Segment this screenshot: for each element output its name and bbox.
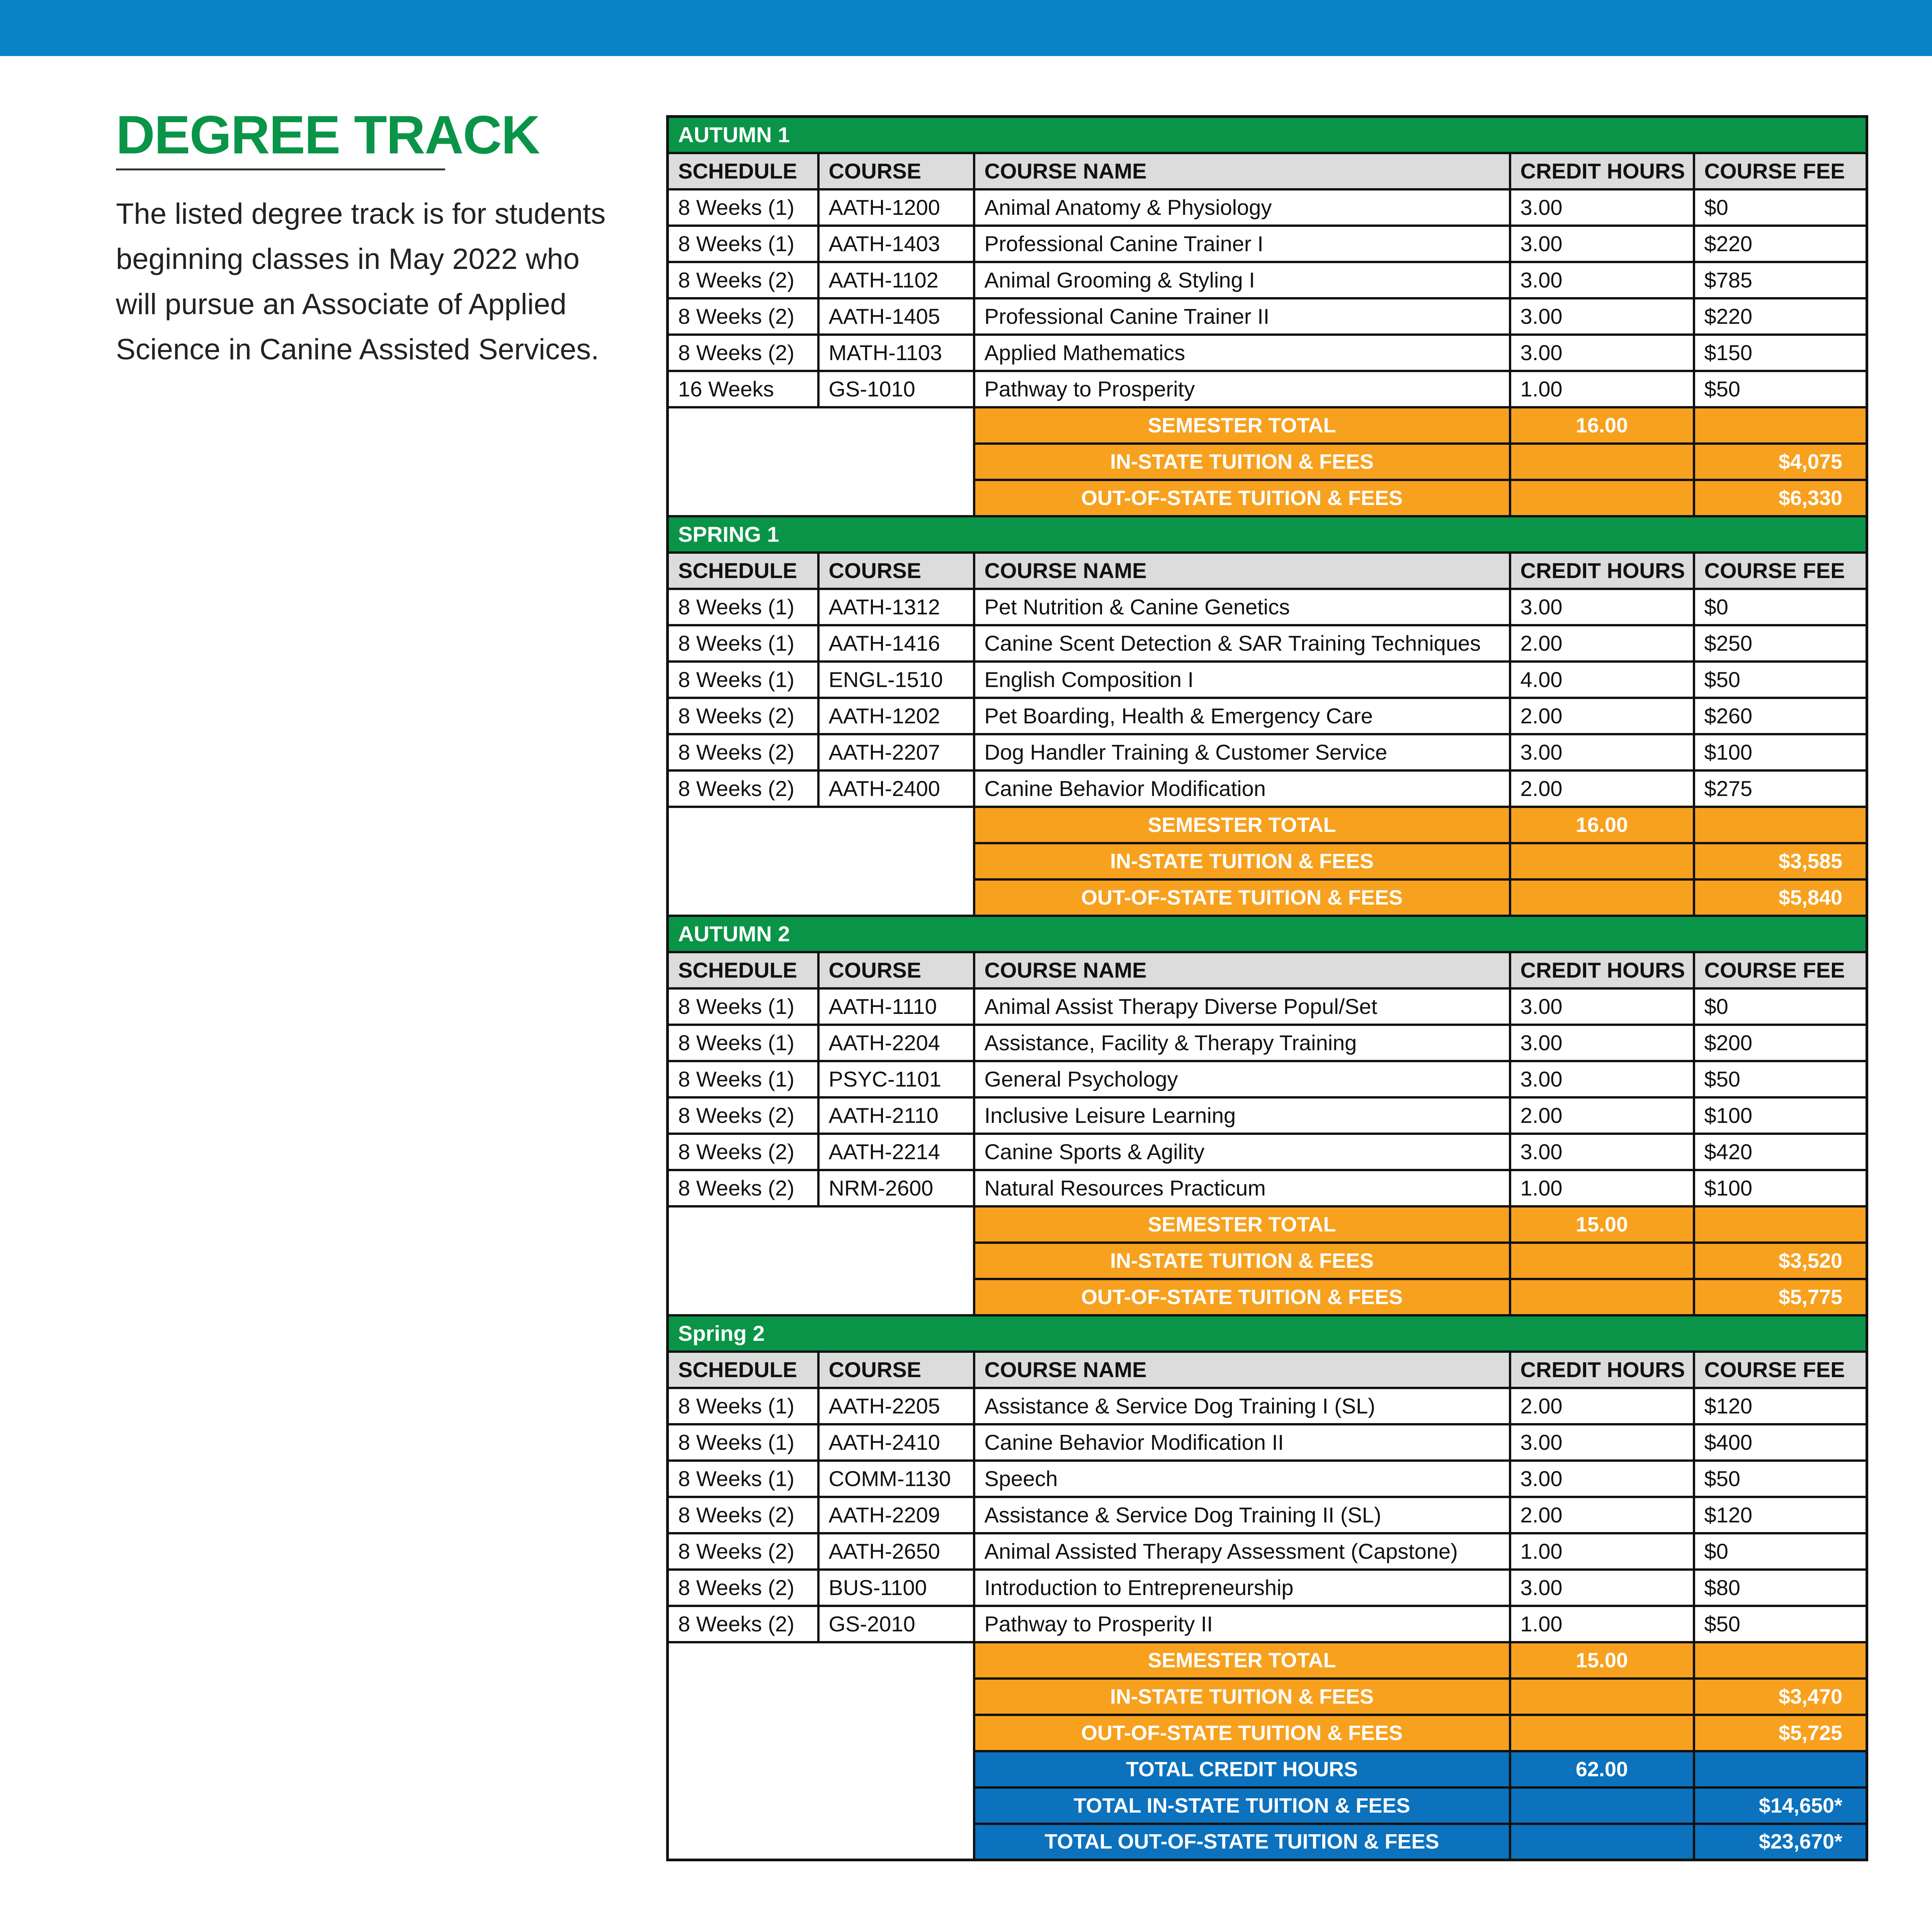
blank-cell xyxy=(668,807,974,916)
schedule-cell: 8 Weeks (1) xyxy=(668,589,818,625)
course-name-cell: Animal Anatomy & Physiology xyxy=(974,189,1510,226)
course-fee-cell: $0 xyxy=(1694,1533,1867,1570)
course-row xyxy=(668,1025,1867,1061)
in-state-value: $3,470 xyxy=(1694,1679,1867,1715)
schedule-cell: 8 Weeks (1) xyxy=(668,189,818,226)
in-state-label: IN-STATE TUITION & FEES xyxy=(974,843,1510,879)
semester-total-row xyxy=(668,407,1867,444)
course-row xyxy=(668,589,1867,625)
blank-cell xyxy=(668,1642,974,1860)
title-underline xyxy=(116,168,445,170)
course-fee-cell: $260 xyxy=(1694,698,1867,734)
column-header-row xyxy=(668,952,1867,988)
semester-total-label: SEMESTER TOTAL xyxy=(974,807,1510,843)
column-header: COURSE xyxy=(818,1352,974,1388)
empty-cell xyxy=(1694,1751,1867,1787)
course-row xyxy=(668,1424,1867,1461)
column-header: COURSE FEE xyxy=(1694,1352,1867,1388)
credit-hours-cell: 2.00 xyxy=(1510,1497,1694,1533)
column-header: COURSE NAME xyxy=(974,553,1510,589)
course-row xyxy=(668,698,1867,734)
top-color-band xyxy=(0,0,1932,56)
schedule-cell: 8 Weeks (2) xyxy=(668,698,818,734)
course-row xyxy=(668,262,1867,298)
semester-total-label: SEMESTER TOTAL xyxy=(974,407,1510,444)
column-header: SCHEDULE xyxy=(668,553,818,589)
course-name-cell: Pathway to Prosperity II xyxy=(974,1606,1510,1642)
schedule-cell: 8 Weeks (1) xyxy=(668,988,818,1025)
degree-track-table xyxy=(666,115,1868,1861)
course-code-cell: MATH-1103 xyxy=(818,335,974,371)
column-header-row xyxy=(668,553,1867,589)
empty-cell xyxy=(1694,807,1867,843)
column-header: CREDIT HOURS xyxy=(1510,1352,1694,1388)
schedule-cell: 8 Weeks (2) xyxy=(668,1097,818,1134)
credit-hours-cell: 2.00 xyxy=(1510,1388,1694,1424)
course-fee-cell: $0 xyxy=(1694,589,1867,625)
course-name-cell: Natural Resources Practicum xyxy=(974,1170,1510,1206)
semester-header-row xyxy=(668,916,1867,952)
out-of-state-value: $5,840 xyxy=(1694,879,1867,916)
course-name-cell: Assistance & Service Dog Training II (SL) xyxy=(974,1497,1510,1533)
course-row xyxy=(668,1170,1867,1206)
credit-hours-cell: 3.00 xyxy=(1510,1424,1694,1461)
in-state-label: IN-STATE TUITION & FEES xyxy=(974,1243,1510,1279)
credit-hours-cell: 2.00 xyxy=(1510,770,1694,807)
column-header: SCHEDULE xyxy=(668,1352,818,1388)
course-name-cell: Professional Canine Trainer I xyxy=(974,226,1510,262)
semester-header-row xyxy=(668,117,1867,153)
empty-cell xyxy=(1510,843,1694,879)
course-row xyxy=(668,770,1867,807)
total-in-state-value: $14,650* xyxy=(1694,1787,1867,1824)
course-code-cell: PSYC-1101 xyxy=(818,1061,974,1097)
credit-hours-cell: 3.00 xyxy=(1510,335,1694,371)
column-header: COURSE xyxy=(818,952,974,988)
course-name-cell: Speech xyxy=(974,1461,1510,1497)
column-header: CREDIT HOURS xyxy=(1510,553,1694,589)
credit-hours-cell: 3.00 xyxy=(1510,1061,1694,1097)
schedule-cell: 8 Weeks (2) xyxy=(668,262,818,298)
course-code-cell: AATH-2204 xyxy=(818,1025,974,1061)
in-state-label: IN-STATE TUITION & FEES xyxy=(974,444,1510,480)
out-of-state-label: OUT-OF-STATE TUITION & FEES xyxy=(974,879,1510,916)
course-fee-cell: $0 xyxy=(1694,988,1867,1025)
credit-hours-cell: 3.00 xyxy=(1510,1025,1694,1061)
semester-header-row xyxy=(668,1315,1867,1352)
credit-hours-cell: 1.00 xyxy=(1510,1170,1694,1206)
course-code-cell: AATH-2214 xyxy=(818,1134,974,1170)
course-fee-cell: $100 xyxy=(1694,1170,1867,1206)
course-fee-cell: $275 xyxy=(1694,770,1867,807)
course-code-cell: AATH-1405 xyxy=(818,298,974,335)
course-name-cell: Applied Mathematics xyxy=(974,335,1510,371)
empty-cell xyxy=(1510,444,1694,480)
credit-hours-cell: 3.00 xyxy=(1510,1461,1694,1497)
course-name-cell: Animal Grooming & Styling I xyxy=(974,262,1510,298)
course-fee-cell: $50 xyxy=(1694,1461,1867,1497)
semester-name: AUTUMN 1 xyxy=(668,117,1867,153)
course-code-cell: GS-2010 xyxy=(818,1606,974,1642)
credit-hours-cell: 3.00 xyxy=(1510,589,1694,625)
schedule-cell: 8 Weeks (2) xyxy=(668,335,818,371)
column-header: COURSE FEE xyxy=(1694,553,1867,589)
course-code-cell: AATH-2110 xyxy=(818,1097,974,1134)
schedule-cell: 8 Weeks (1) xyxy=(668,1388,818,1424)
schedule-cell: 8 Weeks (1) xyxy=(668,1424,818,1461)
course-code-cell: AATH-1403 xyxy=(818,226,974,262)
course-row xyxy=(668,298,1867,335)
column-header: SCHEDULE xyxy=(668,952,818,988)
credit-hours-cell: 2.00 xyxy=(1510,625,1694,662)
schedule-cell: 8 Weeks (2) xyxy=(668,298,818,335)
empty-cell xyxy=(1694,1206,1867,1243)
credit-hours-cell: 4.00 xyxy=(1510,662,1694,698)
course-fee-cell: $150 xyxy=(1694,335,1867,371)
course-row xyxy=(668,1097,1867,1134)
semester-total-label: SEMESTER TOTAL xyxy=(974,1206,1510,1243)
empty-cell xyxy=(1510,1243,1694,1279)
course-name-cell: Canine Scent Detection & SAR Training Techniques xyxy=(974,625,1510,662)
empty-cell xyxy=(1510,1824,1694,1860)
out-of-state-label: OUT-OF-STATE TUITION & FEES xyxy=(974,1279,1510,1315)
course-fee-cell: $50 xyxy=(1694,371,1867,407)
column-header: SCHEDULE xyxy=(668,153,818,189)
schedule-cell: 8 Weeks (1) xyxy=(668,1461,818,1497)
column-header: CREDIT HOURS xyxy=(1510,153,1694,189)
total-out-of-state-value: $23,670* xyxy=(1694,1824,1867,1860)
course-name-cell: Canine Sports & Agility xyxy=(974,1134,1510,1170)
schedule-cell: 8 Weeks (1) xyxy=(668,625,818,662)
total-in-state-label: TOTAL IN-STATE TUITION & FEES xyxy=(974,1787,1510,1824)
course-row xyxy=(668,1388,1867,1424)
course-name-cell: Canine Behavior Modification II xyxy=(974,1424,1510,1461)
semester-total-value: 16.00 xyxy=(1510,407,1694,444)
schedule-cell: 8 Weeks (2) xyxy=(668,1570,818,1606)
course-fee-cell: $250 xyxy=(1694,625,1867,662)
empty-cell xyxy=(1510,1787,1694,1824)
course-fee-cell: $120 xyxy=(1694,1388,1867,1424)
empty-cell xyxy=(1694,1642,1867,1679)
column-header: COURSE NAME xyxy=(974,1352,1510,1388)
schedule-cell: 8 Weeks (2) xyxy=(668,1497,818,1533)
course-code-cell: GS-1010 xyxy=(818,371,974,407)
page-title: DEGREE TRACK xyxy=(116,104,540,165)
semester-total-row xyxy=(668,1206,1867,1243)
column-header: COURSE NAME xyxy=(974,153,1510,189)
course-code-cell: AATH-1202 xyxy=(818,698,974,734)
column-header: COURSE FEE xyxy=(1694,153,1867,189)
in-state-label: IN-STATE TUITION & FEES xyxy=(974,1679,1510,1715)
course-row xyxy=(668,226,1867,262)
course-name-cell: Assistance, Facility & Therapy Training xyxy=(974,1025,1510,1061)
schedule-cell: 8 Weeks (1) xyxy=(668,1061,818,1097)
course-row xyxy=(668,625,1867,662)
semester-name: Spring 2 xyxy=(668,1315,1867,1352)
schedule-cell: 8 Weeks (2) xyxy=(668,734,818,770)
course-code-cell: AATH-2400 xyxy=(818,770,974,807)
course-fee-cell: $100 xyxy=(1694,1097,1867,1134)
course-fee-cell: $220 xyxy=(1694,298,1867,335)
out-of-state-label: OUT-OF-STATE TUITION & FEES xyxy=(974,1715,1510,1751)
course-row xyxy=(668,1533,1867,1570)
course-row xyxy=(668,1461,1867,1497)
column-header: COURSE NAME xyxy=(974,952,1510,988)
credit-hours-cell: 3.00 xyxy=(1510,988,1694,1025)
empty-cell xyxy=(1510,1715,1694,1751)
schedule-cell: 8 Weeks (1) xyxy=(668,1025,818,1061)
course-row xyxy=(668,1570,1867,1606)
out-of-state-value: $5,725 xyxy=(1694,1715,1867,1751)
column-header: COURSE FEE xyxy=(1694,952,1867,988)
course-name-cell: Assistance & Service Dog Training I (SL) xyxy=(974,1388,1510,1424)
column-header: CREDIT HOURS xyxy=(1510,952,1694,988)
course-code-cell: COMM-1130 xyxy=(818,1461,974,1497)
credit-hours-cell: 3.00 xyxy=(1510,1134,1694,1170)
out-of-state-value: $5,775 xyxy=(1694,1279,1867,1315)
course-name-cell: Dog Handler Training & Customer Service xyxy=(974,734,1510,770)
course-fee-cell: $80 xyxy=(1694,1570,1867,1606)
in-state-value: $3,520 xyxy=(1694,1243,1867,1279)
course-name-cell: Pathway to Prosperity xyxy=(974,371,1510,407)
out-of-state-value: $6,330 xyxy=(1694,480,1867,516)
course-name-cell: Canine Behavior Modification xyxy=(974,770,1510,807)
course-fee-cell: $50 xyxy=(1694,1061,1867,1097)
credit-hours-cell: 3.00 xyxy=(1510,1570,1694,1606)
course-code-cell: AATH-2207 xyxy=(818,734,974,770)
course-row xyxy=(668,335,1867,371)
empty-cell xyxy=(1510,879,1694,916)
semester-total-value: 15.00 xyxy=(1510,1642,1694,1679)
schedule-cell: 8 Weeks (2) xyxy=(668,1134,818,1170)
empty-cell xyxy=(1510,1279,1694,1315)
schedule-cell: 8 Weeks (2) xyxy=(668,1606,818,1642)
course-name-cell: Introduction to Entrepreneurship xyxy=(974,1570,1510,1606)
course-fee-cell: $100 xyxy=(1694,734,1867,770)
course-fee-cell: $50 xyxy=(1694,662,1867,698)
in-state-value: $3,585 xyxy=(1694,843,1867,879)
course-name-cell: Professional Canine Trainer II xyxy=(974,298,1510,335)
course-name-cell: Inclusive Leisure Learning xyxy=(974,1097,1510,1134)
total-credit-label: TOTAL CREDIT HOURS xyxy=(974,1751,1510,1787)
course-code-cell: AATH-2410 xyxy=(818,1424,974,1461)
course-row xyxy=(668,662,1867,698)
course-row xyxy=(668,1606,1867,1642)
total-credit-value: 62.00 xyxy=(1510,1751,1694,1787)
course-fee-cell: $220 xyxy=(1694,226,1867,262)
in-state-value: $4,075 xyxy=(1694,444,1867,480)
total-out-of-state-label: TOTAL OUT-OF-STATE TUITION & FEES xyxy=(974,1824,1510,1860)
semester-total-value: 16.00 xyxy=(1510,807,1694,843)
course-code-cell: AATH-1110 xyxy=(818,988,974,1025)
course-code-cell: AATH-1200 xyxy=(818,189,974,226)
course-fee-cell: $0 xyxy=(1694,189,1867,226)
schedule-cell: 8 Weeks (1) xyxy=(668,226,818,262)
course-row xyxy=(668,371,1867,407)
course-fee-cell: $50 xyxy=(1694,1606,1867,1642)
schedule-cell: 8 Weeks (1) xyxy=(668,662,818,698)
empty-cell xyxy=(1510,1679,1694,1715)
empty-cell xyxy=(1694,407,1867,444)
empty-cell xyxy=(1510,480,1694,516)
intro-text: The listed degree track is for students beginning classes in May 2022 who will pursue an Associate of Applied Science in Canine Assisted Services. xyxy=(116,197,606,366)
course-name-cell: Pet Boarding, Health & Emergency Care xyxy=(974,698,1510,734)
course-code-cell: AATH-1416 xyxy=(818,625,974,662)
credit-hours-cell: 1.00 xyxy=(1510,371,1694,407)
out-of-state-label: OUT-OF-STATE TUITION & FEES xyxy=(974,480,1510,516)
course-code-cell: NRM-2600 xyxy=(818,1170,974,1206)
course-code-cell: AATH-2205 xyxy=(818,1388,974,1424)
semester-total-row xyxy=(668,807,1867,843)
course-code-cell: AATH-1312 xyxy=(818,589,974,625)
course-code-cell: AATH-1102 xyxy=(818,262,974,298)
course-code-cell: AATH-2650 xyxy=(818,1533,974,1570)
credit-hours-cell: 1.00 xyxy=(1510,1533,1694,1570)
credit-hours-cell: 2.00 xyxy=(1510,1097,1694,1134)
credit-hours-cell: 3.00 xyxy=(1510,262,1694,298)
credit-hours-cell: 3.00 xyxy=(1510,226,1694,262)
course-code-cell: BUS-1100 xyxy=(818,1570,974,1606)
schedule-cell: 8 Weeks (2) xyxy=(668,1170,818,1206)
credit-hours-cell: 1.00 xyxy=(1510,1606,1694,1642)
course-fee-cell: $420 xyxy=(1694,1134,1867,1170)
course-row xyxy=(668,734,1867,770)
course-fee-cell: $785 xyxy=(1694,262,1867,298)
course-code-cell: ENGL-1510 xyxy=(818,662,974,698)
schedule-cell: 8 Weeks (2) xyxy=(668,1533,818,1570)
blank-cell xyxy=(668,1206,974,1315)
semester-total-value: 15.00 xyxy=(1510,1206,1694,1243)
semester-name: AUTUMN 2 xyxy=(668,916,1867,952)
course-fee-cell: $200 xyxy=(1694,1025,1867,1061)
column-header-row xyxy=(668,1352,1867,1388)
course-row xyxy=(668,189,1867,226)
course-row xyxy=(668,1061,1867,1097)
course-fee-cell: $120 xyxy=(1694,1497,1867,1533)
credit-hours-cell: 2.00 xyxy=(1510,698,1694,734)
course-name-cell: General Psychology xyxy=(974,1061,1510,1097)
course-fee-cell: $400 xyxy=(1694,1424,1867,1461)
course-row xyxy=(668,988,1867,1025)
column-header-row xyxy=(668,153,1867,189)
semester-name: SPRING 1 xyxy=(668,516,1867,553)
course-code-cell: AATH-2209 xyxy=(818,1497,974,1533)
column-header: COURSE xyxy=(818,153,974,189)
course-name-cell: Pet Nutrition & Canine Genetics xyxy=(974,589,1510,625)
course-name-cell: Animal Assist Therapy Diverse Popul/Set xyxy=(974,988,1510,1025)
schedule-cell: 8 Weeks (2) xyxy=(668,770,818,807)
course-name-cell: Animal Assisted Therapy Assessment (Capstone) xyxy=(974,1533,1510,1570)
semester-header-row xyxy=(668,516,1867,553)
semester-total-label: SEMESTER TOTAL xyxy=(974,1642,1510,1679)
semester-total-row xyxy=(668,1642,1867,1679)
course-row xyxy=(668,1497,1867,1533)
schedule-cell: 16 Weeks xyxy=(668,371,818,407)
credit-hours-cell: 3.00 xyxy=(1510,298,1694,335)
credit-hours-cell: 3.00 xyxy=(1510,734,1694,770)
credit-hours-cell: 3.00 xyxy=(1510,189,1694,226)
blank-cell xyxy=(668,407,974,516)
course-row xyxy=(668,1134,1867,1170)
column-header: COURSE xyxy=(818,553,974,589)
course-name-cell: English Composition I xyxy=(974,662,1510,698)
